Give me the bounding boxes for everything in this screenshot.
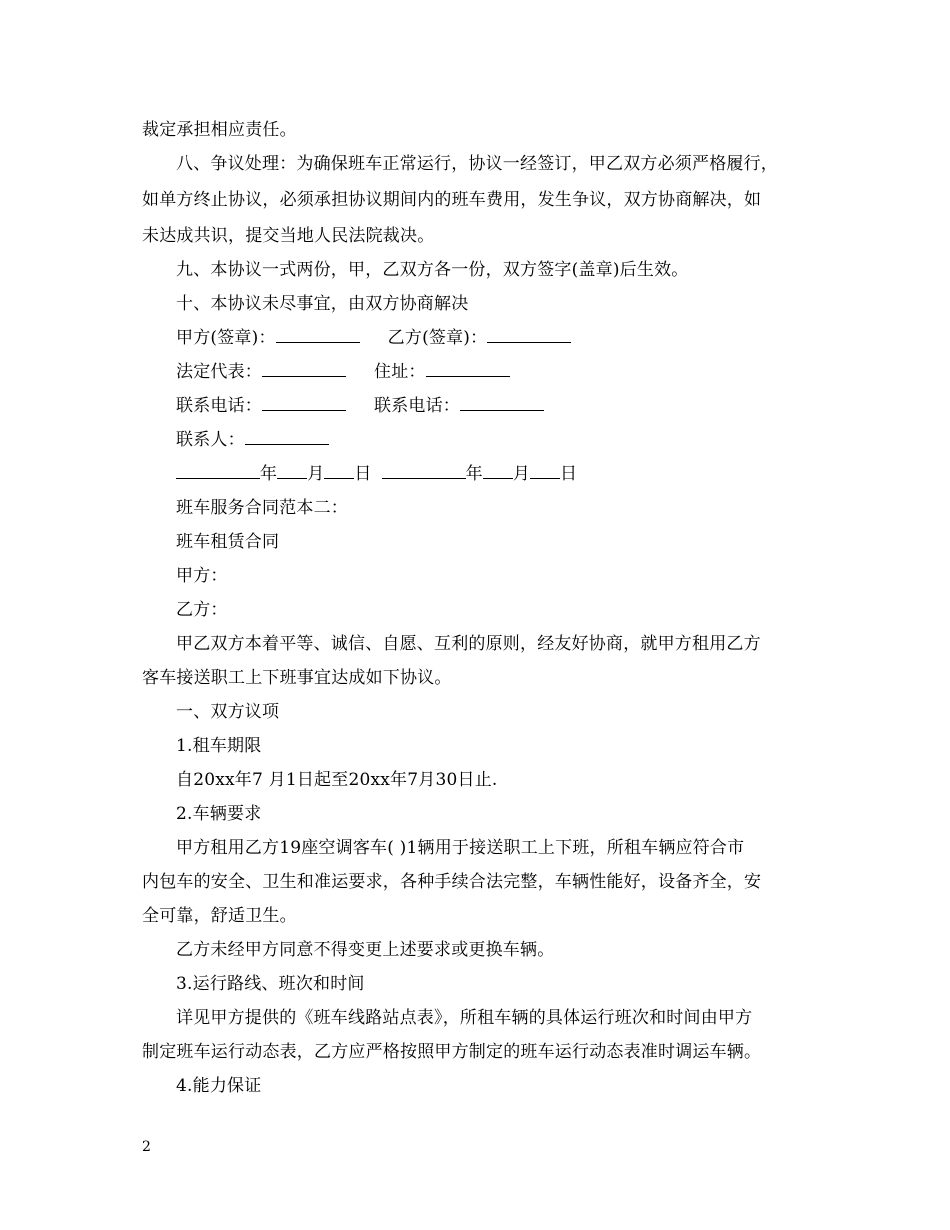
item-2-text: 甲方租用乙方19座空调客车( )1辆用于接送职工上下班，所租车辆应符合市 <box>176 838 745 858</box>
phone-label-a: 联系电话： <box>176 396 262 416</box>
signature-row <box>176 326 571 350</box>
party-b-sign-blank[interactable] <box>487 326 571 343</box>
clause-8-line: 如单方终止协议，必须承担协议期间内的班车费用，发生争议，双方协商解决，如 <box>142 190 762 210</box>
item-4-heading: 4.能力保证 <box>176 1076 262 1096</box>
year-label: 年 <box>465 464 483 484</box>
contract2-heading: 班车服务合同范本二： <box>176 498 348 518</box>
clause-8-line: 未达成共识，提交当地人民法院裁决。 <box>142 226 435 246</box>
legal-rep-label: 法定代表： <box>176 362 262 382</box>
item-2-text: 内包车的安全、卫生和准运要求，各种手续合法完整，车辆性能好，设备齐全，安 <box>142 872 762 892</box>
party-a-sign-blank[interactable] <box>276 326 360 343</box>
item-2-heading: 2.车辆要求 <box>176 804 262 824</box>
month-blank-a[interactable] <box>277 462 307 479</box>
item-2-text: 全可靠，舒适卫生。 <box>142 906 297 926</box>
clause-9-line: 九、本协议一式两份，甲，乙双方各一份，双方签字(盖章)后生效。 <box>176 260 689 280</box>
contact-label: 联系人： <box>176 430 245 450</box>
item-3-text: 制定班车运行动态表，乙方应严格按照甲方制定的班车运行动态表准时调运车辆。 <box>142 1042 762 1062</box>
address-blank[interactable] <box>426 360 510 377</box>
intro-line: 甲乙双方本着平等、诚信、自愿、互利的原则，经友好协商，就甲方租用乙方 <box>176 634 761 654</box>
month-label: 月 <box>512 464 531 484</box>
month-blank-b[interactable] <box>483 462 513 479</box>
page-number: 2 <box>142 1139 151 1155</box>
date-row <box>176 462 577 486</box>
day-blank-b[interactable] <box>530 462 560 479</box>
party-a-sign-label: 甲方(签章)： <box>176 328 276 348</box>
address-label: 住址： <box>374 362 426 382</box>
day-blank-a[interactable] <box>324 462 354 479</box>
clause-8-line: 八、争议处理：为确保班车正常运行，协议一经签订，甲乙双方必须严格履行， <box>176 154 778 174</box>
contact-blank[interactable] <box>245 428 329 445</box>
item-3-text: 详见甲方提供的《班车线路站点表》，所租车辆的具体运行班次和时间由甲方 <box>176 1008 753 1028</box>
party-b-sign-label: 乙方(签章)： <box>387 328 488 348</box>
legal-rep-row <box>176 360 510 384</box>
item-2-text: 乙方未经甲方同意不得变更上述要求或更换车辆。 <box>176 940 555 960</box>
paragraph-line: 裁定承担相应责任。 <box>142 120 297 140</box>
month-label: 月 <box>307 464 325 484</box>
item-3-heading: 3.运行路线、班次和时间 <box>176 974 365 994</box>
clause-10-line: 十、本协议未尽事宜，由双方协商解决 <box>176 294 469 314</box>
day-label: 日 <box>354 464 372 484</box>
phone-label-b: 联系电话： <box>374 396 460 416</box>
phone-blank-a[interactable] <box>262 394 346 411</box>
item-1-heading: 1.租车期限 <box>176 736 262 756</box>
contact-row <box>176 428 329 452</box>
item-1-text: 自20xx年7 月1日起至20xx年7月30日止. <box>176 770 498 790</box>
phone-row <box>176 394 544 418</box>
intro-line: 客车接送职工上下班事宜达成如下协议。 <box>142 668 452 688</box>
year-blank-b[interactable] <box>382 462 466 479</box>
contract2-title: 班车租赁合同 <box>176 532 280 552</box>
party-a-line: 甲方： <box>176 566 228 586</box>
legal-rep-blank[interactable] <box>262 360 346 377</box>
year-label: 年 <box>260 464 278 484</box>
phone-blank-b[interactable] <box>460 394 544 411</box>
party-b-line: 乙方： <box>176 600 228 620</box>
year-blank-a[interactable] <box>176 462 260 479</box>
day-label: 日 <box>560 464 578 484</box>
section-1-heading: 一、双方议项 <box>176 702 280 722</box>
